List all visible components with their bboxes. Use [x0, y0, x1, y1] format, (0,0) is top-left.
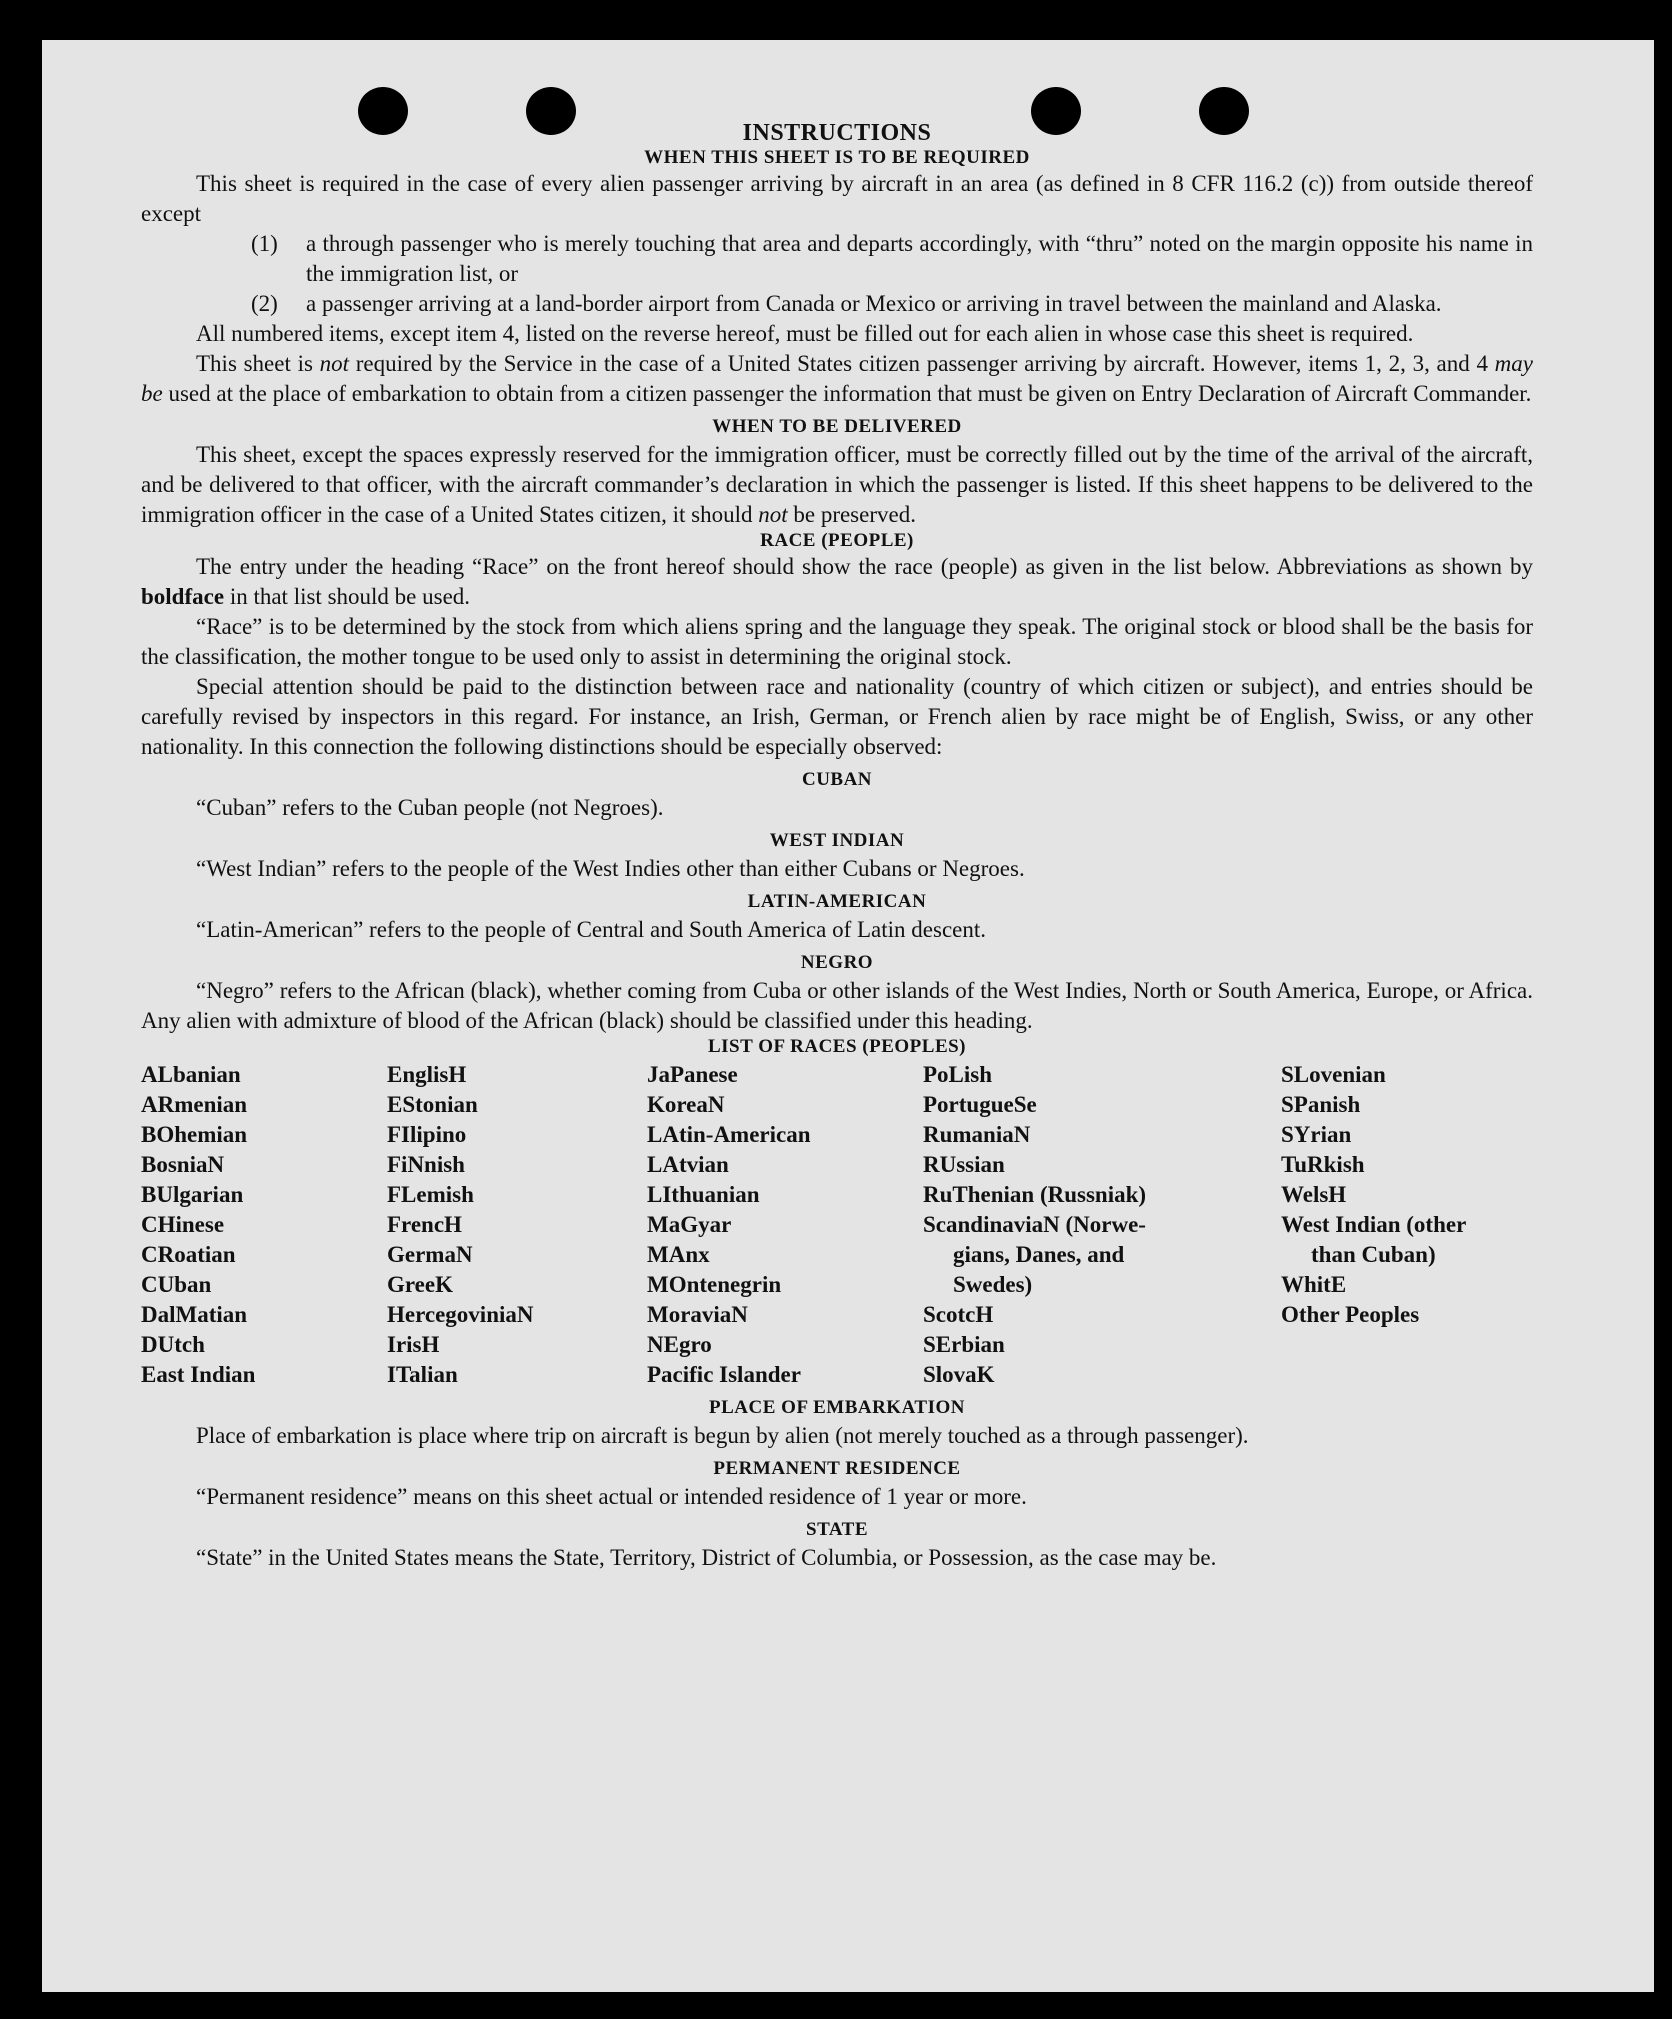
race-entry: CUban	[141, 1272, 212, 1297]
race-entry: FLemish	[387, 1182, 474, 1207]
exception-item	[141, 229, 1533, 289]
race-entry: West Indian (other	[1281, 1212, 1467, 1237]
race-entry-continuation: gians, Danes, and	[953, 1242, 1125, 1267]
races-column	[923, 1060, 1281, 1390]
section-heading-races-list: LIST OF RACES (PEOPLES)	[707, 1036, 967, 1057]
race-entry: LAtin-American	[647, 1122, 811, 1147]
exception-text: a passenger arriving at a land-border airport from Canada or Mexico or arriving in travel between the mainland and Alaska.	[306, 291, 1442, 316]
page-title: INSTRUCTIONS	[742, 120, 932, 146]
race-entry: ALbanian	[141, 1062, 241, 1087]
document-sheet	[42, 40, 1654, 1992]
section-heading-required: WHEN THIS SHEET IS TO BE REQUIRED	[644, 147, 1030, 168]
exception-text: a through passenger who is merely touching that area and departs accordingly, with “thru” noted on the margin opposite his name in the immigration list, or	[306, 231, 1533, 286]
race-entry: SPanish	[1281, 1092, 1361, 1117]
race-entry: HercegoviniaN	[387, 1302, 534, 1327]
section-heading-race: RACE (PEOPLE)	[760, 530, 914, 551]
race-entry: LIthuanian	[647, 1182, 760, 1207]
race-entry: GermaN	[387, 1242, 473, 1267]
race-entry: SYrian	[1281, 1122, 1352, 1147]
exception-item	[141, 289, 1533, 319]
citizen-paragraph: This sheet is not required by the Service in the case of a United States citizen passenger arriving by aircraft. However, items 1, 2, 3, and 4 may be used at the place of embarkation to obtain from a citizen passenger the information that must be given on Entry Declaration of Aircraft Commander.	[141, 351, 1533, 406]
race-entry: WhitE	[1281, 1272, 1347, 1297]
race-entry: BOhemian	[141, 1122, 248, 1147]
race-entry: DalMatian	[141, 1302, 248, 1327]
race-entry: EStonian	[387, 1092, 478, 1117]
exception-number: (2)	[251, 291, 278, 316]
section-heading-state: STATE	[806, 1519, 868, 1540]
races-column	[387, 1060, 647, 1390]
race-entry: Other Peoples	[1281, 1302, 1420, 1327]
race-entry: CHinese	[141, 1212, 225, 1237]
race-entry: IrisH	[387, 1332, 440, 1357]
race-entry-continuation: than Cuban)	[1311, 1242, 1436, 1267]
race-entry: PortugueSe	[923, 1092, 1037, 1117]
race-entry: LAtvian	[647, 1152, 729, 1177]
embarkation-paragraph: Place of embarkation is place where trip on aircraft is begun by alien (not merely touched as a through passenger).	[196, 1423, 1249, 1448]
race-entry: MAnx	[647, 1242, 710, 1267]
race-entry: MoraviaN	[647, 1302, 748, 1327]
race-entry: MOntenegrin	[647, 1272, 782, 1297]
section-heading-latin-american: LATIN-AMERICAN	[747, 891, 927, 912]
race-entry: RUssian	[923, 1152, 1005, 1177]
race-entry: RuThenian (Russniak)	[923, 1182, 1147, 1207]
latin-american-paragraph: “Latin-American” refers to the people of Central and South America of Latin descent.	[196, 917, 986, 942]
instructions-content	[141, 120, 1533, 1573]
race-entry-continuation: Swedes)	[953, 1272, 1033, 1297]
race-entry: SErbian	[923, 1332, 1005, 1357]
race-entry: MaGyar	[647, 1212, 732, 1237]
race-entry: KoreaN	[647, 1092, 725, 1117]
race-stock-paragraph: “Race” is to be determined by the stock from which aliens spring and the language they speak. The original stock or blood shall be the basis for the classification, the mother tongue to be used only to assist in determining the original stock.	[141, 614, 1533, 669]
section-heading-residence: PERMANENT RESIDENCE	[713, 1458, 961, 1479]
race-entry: WelsH	[1281, 1182, 1347, 1207]
race-entry: FrencH	[387, 1212, 462, 1237]
race-entry: FIlipino	[387, 1122, 467, 1147]
section-heading-delivered: WHEN TO BE DELIVERED	[712, 416, 962, 437]
west-indian-paragraph: “West Indian” refers to the people of the West Indies other than either Cubans or Negroes.	[196, 856, 1025, 881]
race-entry: Pacific Islander	[647, 1362, 801, 1387]
state-paragraph: “State” in the United States means the State, Territory, District of Columbia, or Possession, as the case may be.	[196, 1545, 1217, 1570]
race-entry: ITalian	[387, 1362, 458, 1387]
race-entry: ARmenian	[141, 1092, 248, 1117]
section-heading-negro: NEGRO	[800, 952, 874, 973]
delivered-paragraph: This sheet, except the spaces expressly reserved for the immigration officer, must be correctly filled out by the time of the arrival of the aircraft, and be delivered to that officer, with the aircraft commander’s declaration in which the passenger is listed. If this sheet happens to be delivered to the immigration officer in the case of a United States citizen, it should not be preserved.	[141, 442, 1533, 527]
race-entry: EnglisH	[387, 1062, 467, 1087]
residence-paragraph: “Permanent residence” means on this sheet actual or intended residence of 1 year or more.	[196, 1484, 1027, 1509]
race-entry: DUtch	[141, 1332, 205, 1357]
race-entry: PoLish	[923, 1062, 993, 1087]
race-entry: GreeK	[387, 1272, 453, 1297]
race-entry: East Indian	[141, 1362, 256, 1387]
race-entry: SlovaK	[923, 1362, 995, 1387]
section-heading-cuban: CUBAN	[801, 769, 873, 790]
race-entry: FiNnish	[387, 1152, 465, 1177]
exception-number: (1)	[251, 231, 278, 256]
section-heading-west-indian: WEST INDIAN	[769, 830, 905, 851]
race-entry: BUlgarian	[141, 1182, 244, 1207]
race-entry: RumaniaN	[923, 1122, 1031, 1147]
numbered-items-paragraph: All numbered items, except item 4, listed on the reverse hereof, must be filled out for each alien in whose case this sheet is required.	[196, 321, 1414, 346]
races-list	[141, 1060, 1533, 1390]
race-entry: ScandinaviaN (Norwe-	[923, 1212, 1146, 1237]
required-paragraph: This sheet is required in the case of every alien passenger arriving by aircraft in an area (as defined in 8 CFR 116.2 (c)) from outside thereof except	[141, 171, 1533, 226]
section-heading-embarkation: PLACE OF EMBARKATION	[709, 1397, 965, 1418]
race-entry: CRoatian	[141, 1242, 236, 1267]
race-entry: BosniaN	[141, 1152, 225, 1177]
races-column	[141, 1060, 387, 1390]
races-column	[1281, 1060, 1466, 1390]
negro-paragraph: “Negro” refers to the African (black), whether coming from Cuba or other islands of the West Indies, North or South America, Europe, or Africa. Any alien with admixture of blood of the African (black) should be classified under this heading.	[141, 978, 1533, 1033]
race-nationality-paragraph: Special attention should be paid to the distinction between race and nationality (country of which citizen or subject), and entries should be carefully revised by inspectors in this regard. For instance, an Irish, German, or French alien by race might be of English, Swiss, or any other nationality. In this connection the following distinctions should be especially observed:	[141, 674, 1533, 759]
races-column	[647, 1060, 923, 1390]
race-entry: TuRkish	[1281, 1152, 1365, 1177]
race-entry: ScotcH	[923, 1302, 994, 1327]
race-paragraph: The entry under the heading “Race” on the front hereof should show the race (people) as given in the list below. Abbreviations as shown by boldface in that list should be used.	[141, 554, 1533, 609]
race-entry: SLovenian	[1281, 1062, 1386, 1087]
race-entry: NEgro	[647, 1332, 712, 1357]
cuban-paragraph: “Cuban” refers to the Cuban people (not Negroes).	[196, 795, 664, 820]
race-entry: JaPanese	[647, 1062, 738, 1087]
